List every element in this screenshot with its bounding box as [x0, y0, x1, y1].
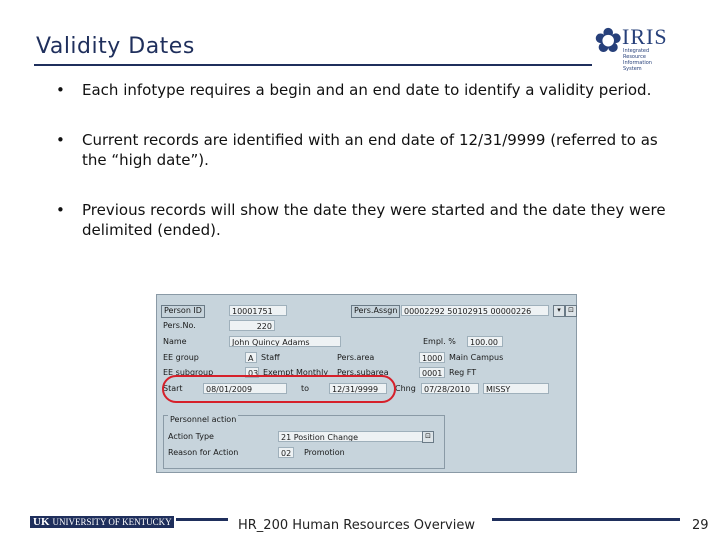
pers-area-label: Pers.area [337, 353, 375, 362]
start-date-field[interactable]: 08/01/2009 [203, 383, 287, 394]
logo-subtitle: Integrated Resource Information System [623, 48, 652, 72]
name-label: Name [163, 337, 187, 346]
flower-icon: ✿ [594, 21, 623, 61]
to-label: to [301, 384, 310, 393]
ee-subgroup-text: Exempt Monthly [263, 368, 329, 377]
uk-logo [30, 516, 174, 528]
pers-assign-field[interactable]: 00002292 50102915 00000226 [401, 305, 549, 316]
person-id-label: Person ID [161, 305, 205, 318]
bullet-dot-icon: • [56, 201, 65, 219]
person-id-field[interactable]: 10001751 [229, 305, 287, 316]
bullet-item [56, 80, 686, 100]
select-icon[interactable]: ⊡ [565, 305, 577, 317]
ee-group-text: Staff [261, 353, 280, 362]
bullet-dot-icon: • [56, 131, 65, 149]
bullet-list [56, 80, 686, 270]
pers-area-code-field[interactable]: 1000 [419, 352, 445, 363]
bullet-item [56, 130, 686, 170]
chng-user-field[interactable]: MISSY [483, 383, 549, 394]
logo-wordmark: IRIS [622, 24, 668, 49]
personnel-action-section [163, 415, 445, 469]
name-field[interactable]: John Quincy Adams [229, 336, 341, 347]
reason-text: Promotion [304, 448, 345, 457]
bullet-dot-icon: • [56, 81, 65, 99]
bullet-text: Current records are identified with an end date of 12/31/9999 (referred to as the “high date”). [82, 131, 658, 169]
select-icon[interactable]: ⊡ [422, 431, 434, 443]
ee-group-code-field[interactable]: A [245, 352, 257, 363]
pers-subarea-label: Pers.subarea [337, 368, 389, 377]
chng-label: Chng [395, 384, 416, 393]
uk-name: UNIVERSITY OF KENTUCKY [52, 517, 172, 527]
iris-logo [592, 21, 672, 72]
bullet-text: Each infotype requires a begin and an end date to identify a validity period. [82, 81, 652, 99]
pers-assign-label: Pers.Assgn [351, 305, 400, 318]
empl-pct-field[interactable]: 100.00 [467, 336, 503, 347]
page-number: 29 [692, 518, 709, 533]
action-type-field[interactable]: 21 Position Change [278, 431, 434, 442]
footer-rule [492, 518, 680, 521]
bullet-text: Previous records will show the date they were started and the date they were delimited (ended). [82, 201, 666, 239]
uk-abbr: UK [33, 516, 50, 528]
bullet-item [56, 200, 686, 240]
pers-no-label: Pers.No. [163, 321, 196, 330]
reason-label: Reason for Action [168, 448, 239, 457]
ee-subgroup-code-field[interactable]: 03 [245, 367, 259, 378]
chng-date-field[interactable]: 07/28/2010 [421, 383, 479, 394]
reason-code-field[interactable]: 02 [278, 447, 294, 458]
start-label: Start [163, 384, 183, 393]
ee-subgroup-label: EE subgroup [163, 368, 214, 377]
footer-rule [176, 518, 228, 521]
end-date-field[interactable]: 12/31/9999 [329, 383, 387, 394]
pers-subarea-code-field[interactable]: 0001 [419, 367, 445, 378]
pers-area-text: Main Campus [449, 353, 504, 362]
highlight-oval [162, 375, 396, 403]
ee-group-label: EE group [163, 353, 199, 362]
empl-pct-label: Empl. % [423, 337, 456, 346]
pers-no-field[interactable]: 220 [229, 320, 275, 331]
title-underline [34, 64, 592, 66]
footer-course: HR_200 Human Resources Overview [238, 518, 475, 533]
pers-subarea-text: Reg FT [449, 368, 477, 377]
section-title: Personnel action [170, 415, 237, 424]
slide-title: Validity Dates [36, 34, 195, 59]
dropdown-icon[interactable]: ▾ [553, 305, 565, 317]
action-type-label: Action Type [168, 432, 214, 441]
